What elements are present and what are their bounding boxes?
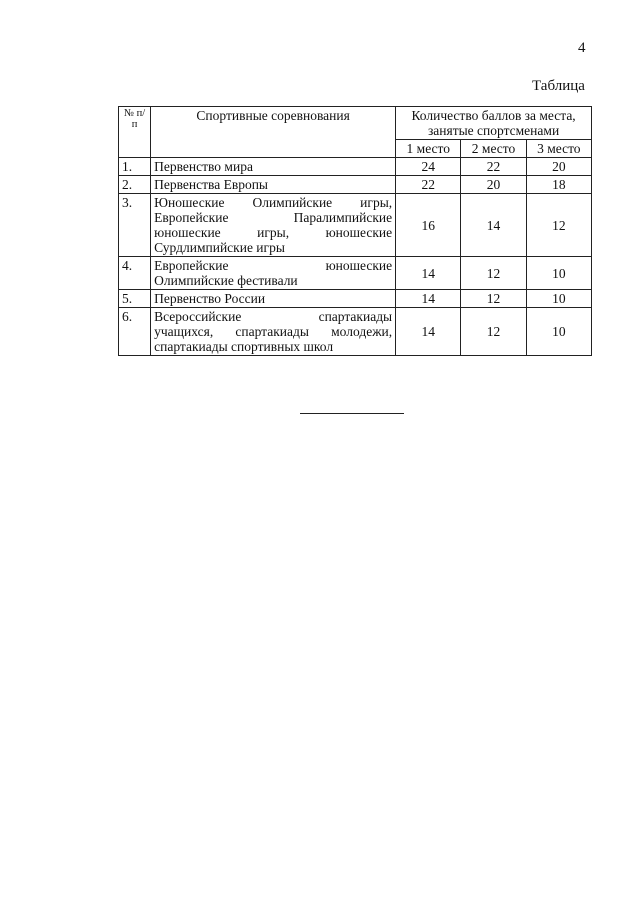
competition-name-line: Первенства Европы bbox=[154, 177, 268, 192]
row-number: 4. bbox=[119, 257, 151, 290]
header-competitions: Спортивные соревнования bbox=[151, 107, 396, 158]
table-row bbox=[119, 257, 592, 290]
header-points: Количество баллов за места, занятые спортсменами bbox=[396, 107, 592, 140]
points-place-1: 14 bbox=[396, 257, 461, 290]
row-number: 5. bbox=[119, 290, 151, 308]
table-row bbox=[119, 290, 592, 308]
points-place-1: 16 bbox=[396, 194, 461, 257]
row-number: 1. bbox=[119, 158, 151, 176]
competition-name-line: Европейские Паралимпийские bbox=[154, 210, 393, 225]
points-place-3: 12 bbox=[526, 194, 591, 257]
end-separator-line bbox=[300, 413, 404, 414]
points-place-2: 22 bbox=[461, 158, 526, 176]
competition-name-line: Олимпийские фестивали bbox=[154, 273, 298, 288]
points-place-3: 20 bbox=[526, 158, 591, 176]
points-place-1: 14 bbox=[396, 290, 461, 308]
row-number: 3. bbox=[119, 194, 151, 257]
competition-name-line: Всероссийские спартакиады bbox=[154, 309, 393, 324]
header-place-2: 2 место bbox=[461, 140, 526, 158]
points-place-1: 24 bbox=[396, 158, 461, 176]
competition-name-line: Первенство мира bbox=[154, 159, 253, 174]
row-number: 2. bbox=[119, 176, 151, 194]
competition-name-line: учащихся, спартакиады молодежи, bbox=[154, 324, 393, 339]
points-place-2: 12 bbox=[461, 257, 526, 290]
table-row bbox=[119, 308, 592, 356]
table-row bbox=[119, 158, 592, 176]
competition-name bbox=[151, 194, 396, 257]
points-place-1: 22 bbox=[396, 176, 461, 194]
competition-name-line: Европейские юношеские bbox=[154, 258, 393, 273]
page-number: 4 bbox=[578, 40, 586, 56]
points-place-3: 10 bbox=[526, 308, 591, 356]
competition-name-line: спартакиады спортивных школ bbox=[154, 339, 334, 354]
scores-table bbox=[118, 106, 592, 356]
header-place-1: 1 место bbox=[396, 140, 461, 158]
competition-name bbox=[151, 158, 396, 176]
competition-name bbox=[151, 290, 396, 308]
competition-name-line: юношеские игры, юношеские bbox=[154, 225, 393, 240]
table-row bbox=[119, 176, 592, 194]
points-place-3: 10 bbox=[526, 290, 591, 308]
competition-name bbox=[151, 308, 396, 356]
competition-name bbox=[151, 176, 396, 194]
points-place-3: 18 bbox=[526, 176, 591, 194]
competition-name-line: Сурдлимпийские игры bbox=[154, 240, 285, 255]
points-place-3: 10 bbox=[526, 257, 591, 290]
competition-name-line: Первенство России bbox=[154, 291, 266, 306]
points-place-2: 14 bbox=[461, 194, 526, 257]
points-place-1: 14 bbox=[396, 308, 461, 356]
header-number: № п/п bbox=[119, 107, 151, 158]
header-place-3: 3 место bbox=[526, 140, 591, 158]
points-place-2: 12 bbox=[461, 290, 526, 308]
competition-name-line: Юношеские Олимпийские игры, bbox=[154, 195, 393, 210]
competition-name bbox=[151, 257, 396, 290]
table-caption: Таблица bbox=[532, 78, 585, 94]
header-row bbox=[119, 107, 592, 140]
points-place-2: 20 bbox=[461, 176, 526, 194]
row-number: 6. bbox=[119, 308, 151, 356]
table-row bbox=[119, 194, 592, 257]
points-place-2: 12 bbox=[461, 308, 526, 356]
